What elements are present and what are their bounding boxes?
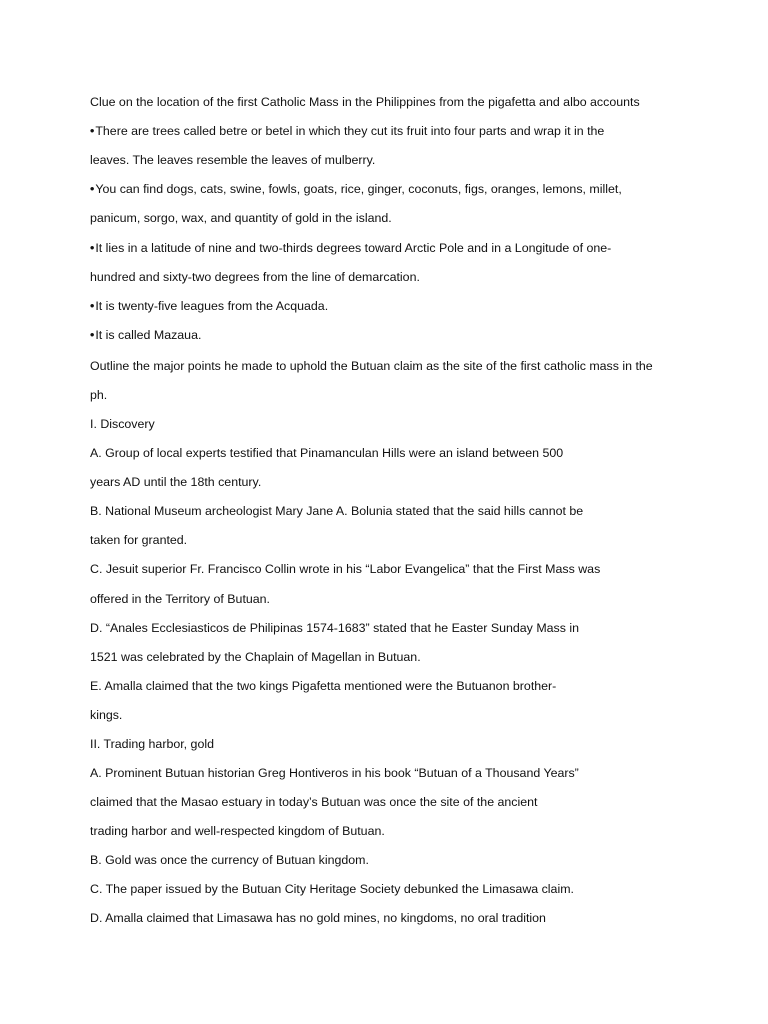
text-line: claimed that the Masao estuary in today’s Butuan was once the site of the ancient bbox=[90, 795, 538, 809]
text-line: 1521 was celebrated by the Chaplain of Magellan in Butuan. bbox=[90, 650, 421, 664]
bullet-text: It lies in a latitude of nine and two-thirds degrees toward Arctic Pole and in a Longitude of one- bbox=[95, 241, 612, 255]
section-heading-discovery: I. Discovery bbox=[90, 417, 155, 431]
outline-item: D. “Anales Ecclesiasticos de Philipinas 1574-1683” stated that he Easter Sunday Mass in bbox=[90, 621, 580, 635]
outline-item: B. National Museum archeologist Mary Jane A. Bolunia stated that the said hills cannot be bbox=[90, 504, 584, 518]
text-line: trading harbor and well-respected kingdom of Butuan. bbox=[90, 824, 385, 838]
bullet-line bbox=[90, 298, 328, 314]
outline-item: A. Group of local experts testified that Pinamanculan Hills were an island between 500 bbox=[90, 446, 564, 460]
bullet-icon: • bbox=[90, 299, 95, 313]
outline-item: C. Jesuit superior Fr. Francisco Collin wrote in his “Labor Evangelica” that the First Mass was bbox=[90, 562, 601, 576]
bullet-icon: • bbox=[90, 241, 95, 255]
bullet-text: There are trees called betre or betel in which they cut its fruit into four parts and wrap it in the bbox=[95, 124, 605, 138]
outline-item: A. Prominent Butuan historian Greg Hontiveros in his book “Butuan of a Thousand Years” bbox=[90, 766, 579, 780]
heading-clues: Clue on the location of the first Catholic Mass in the Philippines from the pigafetta and albo accounts bbox=[90, 95, 640, 109]
bullet-line bbox=[90, 327, 201, 343]
bullet-text: It is called Mazaua. bbox=[95, 328, 202, 342]
text-line: taken for granted. bbox=[90, 533, 188, 547]
text-line: years AD until the 18th century. bbox=[90, 475, 262, 489]
bullet-line bbox=[90, 181, 622, 197]
bullet-icon: • bbox=[90, 124, 95, 138]
bullet-line bbox=[90, 123, 604, 139]
outline-item: B. Gold was once the currency of Butuan kingdom. bbox=[90, 853, 369, 867]
heading-outline: Outline the major points he made to uphold the Butuan claim as the site of the first catholic mass in the bbox=[90, 359, 653, 373]
outline-item: E. Amalla claimed that the two kings Pigafetta mentioned were the Butuanon brother- bbox=[90, 679, 557, 693]
bullet-text: You can find dogs, cats, swine, fowls, goats, rice, ginger, coconuts, figs, oranges, lemons, millet, bbox=[95, 182, 622, 196]
text-line: kings. bbox=[90, 708, 123, 722]
outline-item: C. The paper issued by the Butuan City Heritage Society debunked the Limasawa claim. bbox=[90, 882, 574, 896]
bullet-icon: • bbox=[90, 182, 95, 196]
section-heading-trading: II. Trading harbor, gold bbox=[90, 737, 214, 751]
outline-item: D. Amalla claimed that Limasawa has no gold mines, no kingdoms, no oral tradition bbox=[90, 911, 546, 925]
text-line: hundred and sixty-two degrees from the line of demarcation. bbox=[90, 270, 420, 284]
text-line: leaves. The leaves resemble the leaves of mulberry. bbox=[90, 153, 376, 167]
text-line: ph. bbox=[90, 388, 108, 402]
bullet-text: It is twenty-five leagues from the Acquada. bbox=[95, 299, 329, 313]
text-line: panicum, sorgo, wax, and quantity of gold in the island. bbox=[90, 211, 392, 225]
bullet-icon: • bbox=[90, 328, 95, 342]
bullet-line bbox=[90, 240, 611, 256]
text-line: offered in the Territory of Butuan. bbox=[90, 592, 271, 606]
